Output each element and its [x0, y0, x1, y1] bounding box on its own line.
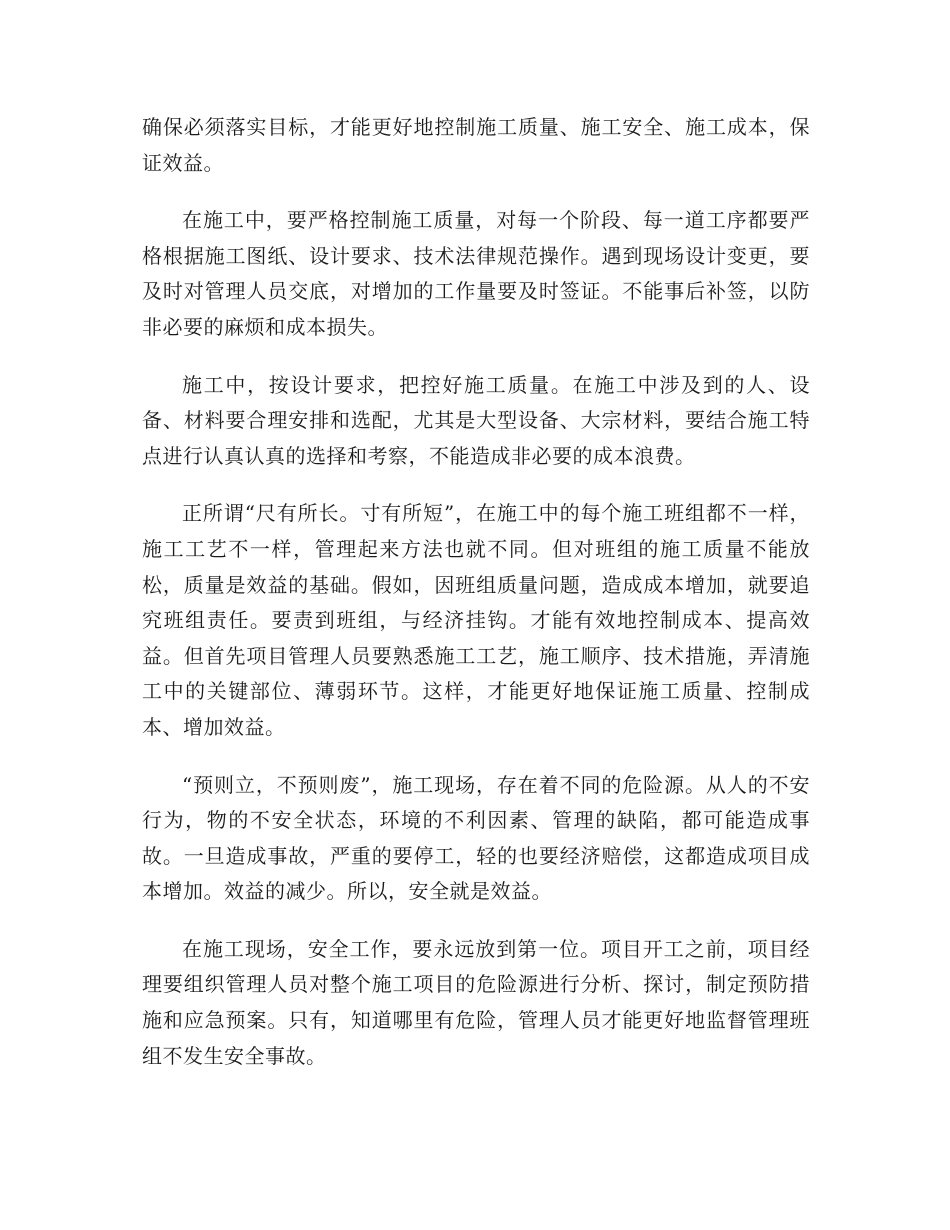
document-body: [142, 110, 810, 1096]
paragraph-6: 在施工现场，安全工作，要永远放到第一位。项目开工之前，项目经理要组织管理人员对整个施工项目的危险源进行分析、探讨，制定预防措施和应急预案。只有，知道哪里有危险，管理人员才能更好地监督管理班组不发生安全事故。: [142, 936, 810, 1068]
paragraph-3: 施工中，按设计要求，把控好施工质量。在施工中涉及到的人、设备、材料要合理安排和选配，尤其是大型设备、大宗材料，要结合施工特点进行认真认真的选择和考察，不能造成非必要的成本浪费。: [142, 372, 810, 468]
paragraph-1: 确保必须落实目标，才能更好地控制施工质量、施工安全、施工成本，保证效益。: [142, 115, 810, 175]
paragraph-2: 在施工中，要严格控制施工质量，对每一个阶段、每一道工序都要严格根据施工图纸、设计要求、技术法律规范操作。遇到现场设计变更，要及时对管理人员交底，对增加的工作量要及时签证。不能事后补签，以防非必要的麻烦和成本损失。: [142, 208, 810, 339]
paragraph-5: “预则立，不预则废”，施工现场，存在着不同的危险源。从人的不安行为，物的不安全状态，环境的不利因素、管理的缺陷，都可能造成事故。一旦造成事故，严重的要停工，轻的也要经济赔偿，这都造成项目成本增加。效益的减少。所以，安全就是效益。: [142, 772, 810, 904]
paragraph-4: 正所谓“尺有所长。寸有所短”，在施工中的每个施工班组都不一样，施工工艺不一样，管理起来方法也就不同。但对班组的施工质量不能放松，质量是效益的基础。假如，因班组质量问题，造成成本增加，就要追究班组责任。要责到班组，与经济挂钩。才能有效地控制成本、提高效益。但首先项目管理人员要熟悉施工工艺，施工顺序、技术措施，弄清施工中的关键部位、薄弱环节。这样，才能更好地保证施工质量、控制成本、增加效益。: [142, 501, 810, 739]
